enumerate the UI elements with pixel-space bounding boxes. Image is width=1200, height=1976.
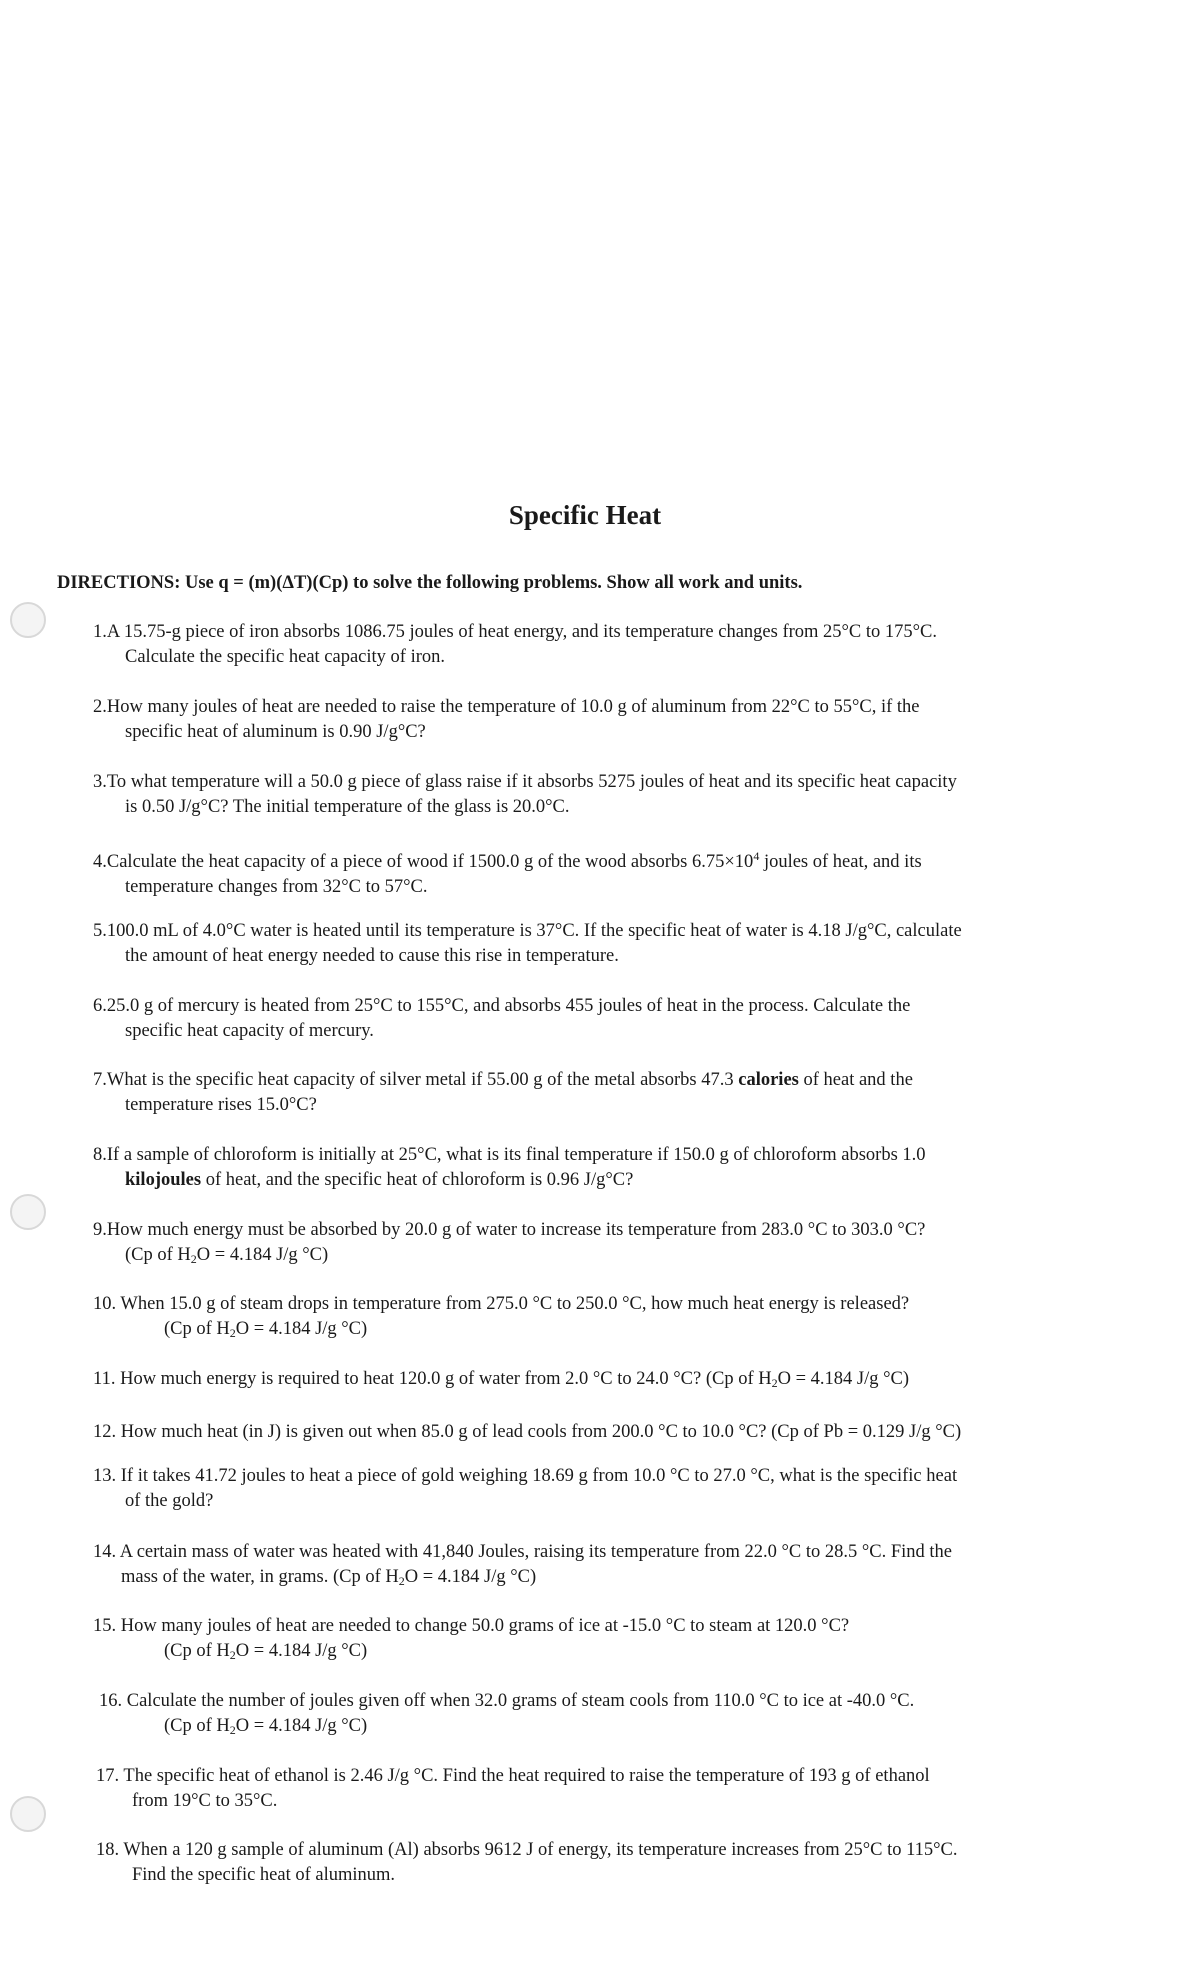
problem-number: 2.	[93, 697, 107, 717]
problem-number: 15.	[93, 1616, 117, 1636]
problem-11	[93, 1367, 1133, 1396]
problem-text: of heat and the	[798, 1070, 913, 1090]
problem-text: from 19°C to 35°C.	[132, 1791, 278, 1811]
problem-text: A 15.75-g piece of iron absorbs 1086.75 joules of heat energy, and its temperature changes from 25°C to 175°C.	[106, 622, 938, 642]
problem-text: of the gold?	[125, 1491, 214, 1511]
problem-4	[93, 844, 1133, 900]
problem-text: When 15.0 g of steam drops in temperature from 275.0 °C to 250.0 °C, how much heat energy is released?	[120, 1294, 910, 1314]
problem-number: 7.	[93, 1070, 107, 1090]
problem-text: Calculate the specific heat capacity of iron.	[125, 647, 446, 667]
page-title: Specific Heat	[508, 500, 662, 530]
problem-15	[93, 1614, 1133, 1668]
binder-hole	[10, 1194, 46, 1230]
problem-5	[93, 919, 1133, 969]
problem-text: joules of heat, and its	[759, 852, 922, 872]
problem-text: What is the specific heat capacity of silver metal if 55.00 g of the metal absorbs 47.3	[106, 1070, 739, 1090]
emphasis: calories	[738, 1070, 799, 1090]
problem-text: temperature changes from 32°C to 57°C.	[125, 877, 428, 897]
problem-text: If it takes 41.72 joules to heat a piece of gold weighing 18.69 g from 10.0 °C to 27.0 °C, what is the specific heat	[120, 1466, 958, 1486]
problem-text: (Cp of H	[164, 1716, 230, 1736]
problem-17	[96, 1764, 1136, 1814]
problem-number: 11.	[93, 1369, 116, 1389]
problem-text: mass of the water, in grams. (Cp of H	[121, 1567, 399, 1587]
subscript: 2	[229, 1326, 236, 1340]
problem-text: temperature rises 15.0°C?	[125, 1095, 317, 1115]
subscript: 2	[229, 1648, 236, 1662]
exponent: 4	[753, 849, 760, 863]
problem-number: 9.	[93, 1220, 107, 1240]
problem-text: O = 4.184 J/g °C)	[235, 1319, 368, 1339]
problem-14	[93, 1540, 1133, 1594]
problem-text: O = 4.184 J/g °C)	[235, 1641, 368, 1661]
problem-16	[99, 1689, 1139, 1743]
directions: DIRECTIONS: Use q = (m)(ΔT)(Cp) to solve the following problems. Show all work and units.	[57, 573, 803, 593]
problem-10	[93, 1292, 1133, 1346]
problem-text: O = 4.184 J/g °C)	[777, 1369, 910, 1389]
subscript: 2	[771, 1376, 778, 1390]
problem-number: 18.	[96, 1840, 120, 1860]
problem-text: How many joules of heat are needed to change 50.0 grams of ice at -15.0 °C to steam at 120.0 °C?	[120, 1616, 850, 1636]
problem-text: When a 120 g sample of aluminum (Al) absorbs 9612 J of energy, its temperature increases from 25°C to 115°C.	[123, 1840, 958, 1860]
problem-text: How much energy is required to heat 120.0 g of water from 2.0 °C to 24.0 °C? (Cp of H	[120, 1369, 772, 1389]
problem-text: How much energy must be absorbed by 20.0 g of water to increase its temperature from 283.0 °C to 303.0 °C?	[106, 1220, 926, 1240]
problem-6	[93, 994, 1133, 1044]
problem-number: 17.	[96, 1766, 120, 1786]
problem-text: Calculate the heat capacity of a piece of wood if 1500.0 g of the wood absorbs 6.75×10	[106, 852, 754, 872]
problem-text: (Cp of H	[164, 1641, 230, 1661]
problem-number: 10.	[93, 1294, 117, 1314]
binder-hole	[10, 1796, 46, 1832]
problem-text: O = 4.184 J/g °C)	[235, 1716, 368, 1736]
problem-12	[93, 1420, 1133, 1445]
problem-text: To what temperature will a 50.0 g piece of glass raise if it absorbs 5275 joules of heat and its specific heat capacity	[106, 772, 957, 792]
problem-text: How much heat (in J) is given out when 85.0 g of lead cools from 200.0 °C to 10.0 °C? (Cp of Pb = 0.129 J/g °C)	[120, 1422, 962, 1442]
problem-text: specific heat of aluminum is 0.90 J/g°C?	[125, 722, 426, 742]
problem-9	[93, 1218, 1133, 1272]
emphasis: kilojoules	[125, 1170, 202, 1190]
problem-text: (Cp of H	[125, 1245, 191, 1265]
problem-text: the amount of heat energy needed to cause this rise in temperature.	[125, 946, 619, 966]
subscript: 2	[190, 1252, 197, 1266]
problem-number: 6.	[93, 996, 107, 1016]
problem-2	[93, 695, 1133, 745]
problem-7	[93, 1068, 1133, 1118]
problem-text: A certain mass of water was heated with 41,840 Joules, raising its temperature from 22.0 °C to 28.5 °C. Find the	[119, 1542, 952, 1562]
problem-text: The specific heat of ethanol is 2.46 J/g °C. Find the heat required to raise the temperature of 193 g of ethanol	[123, 1766, 930, 1786]
problem-number: 3.	[93, 772, 107, 792]
problem-number: 16.	[99, 1691, 123, 1711]
problem-number: 14.	[93, 1542, 117, 1562]
problem-text: If a sample of chloroform is initially at 25°C, what is its final temperature if 150.0 g of chloroform absorbs 1.0	[106, 1145, 926, 1165]
problem-3	[93, 770, 1133, 820]
problem-1	[93, 620, 1133, 670]
problem-text: How many joules of heat are needed to raise the temperature of 10.0 g of aluminum from 22°C to 55°C, if the	[106, 697, 920, 717]
problem-text: Find the specific heat of aluminum.	[132, 1865, 396, 1885]
problem-number: 12.	[93, 1422, 117, 1442]
problem-text: O = 4.184 J/g °C)	[404, 1567, 537, 1587]
problem-13	[93, 1464, 1133, 1514]
problem-text: 100.0 mL of 4.0°C water is heated until its temperature is 37°C. If the specific heat of water is 4.18 J/g°C, calculate	[106, 921, 962, 941]
problem-text: of heat, and the specific heat of chloroform is 0.96 J/g°C?	[201, 1170, 634, 1190]
problem-18	[96, 1838, 1136, 1888]
subscript: 2	[398, 1574, 405, 1588]
problem-number: 8.	[93, 1145, 107, 1165]
problem-number: 1.	[93, 622, 107, 642]
problem-text: Calculate the number of joules given off when 32.0 grams of steam cools from 110.0 °C to ice at -40.0 °C.	[126, 1691, 915, 1711]
problem-text: (Cp of H	[164, 1319, 230, 1339]
problem-text: 25.0 g of mercury is heated from 25°C to 155°C, and absorbs 455 joules of heat in the process. Calculate the	[106, 996, 911, 1016]
problem-text: O = 4.184 J/g °C)	[196, 1245, 329, 1265]
binder-hole	[10, 602, 46, 638]
problem-text: specific heat capacity of mercury.	[125, 1021, 374, 1041]
problem-text: is 0.50 J/g°C? The initial temperature of the glass is 20.0°C.	[125, 797, 570, 817]
problem-8	[93, 1143, 1133, 1193]
problem-number: 5.	[93, 921, 107, 941]
subscript: 2	[229, 1723, 236, 1737]
problem-number: 13.	[93, 1466, 117, 1486]
problem-number: 4.	[93, 852, 107, 872]
